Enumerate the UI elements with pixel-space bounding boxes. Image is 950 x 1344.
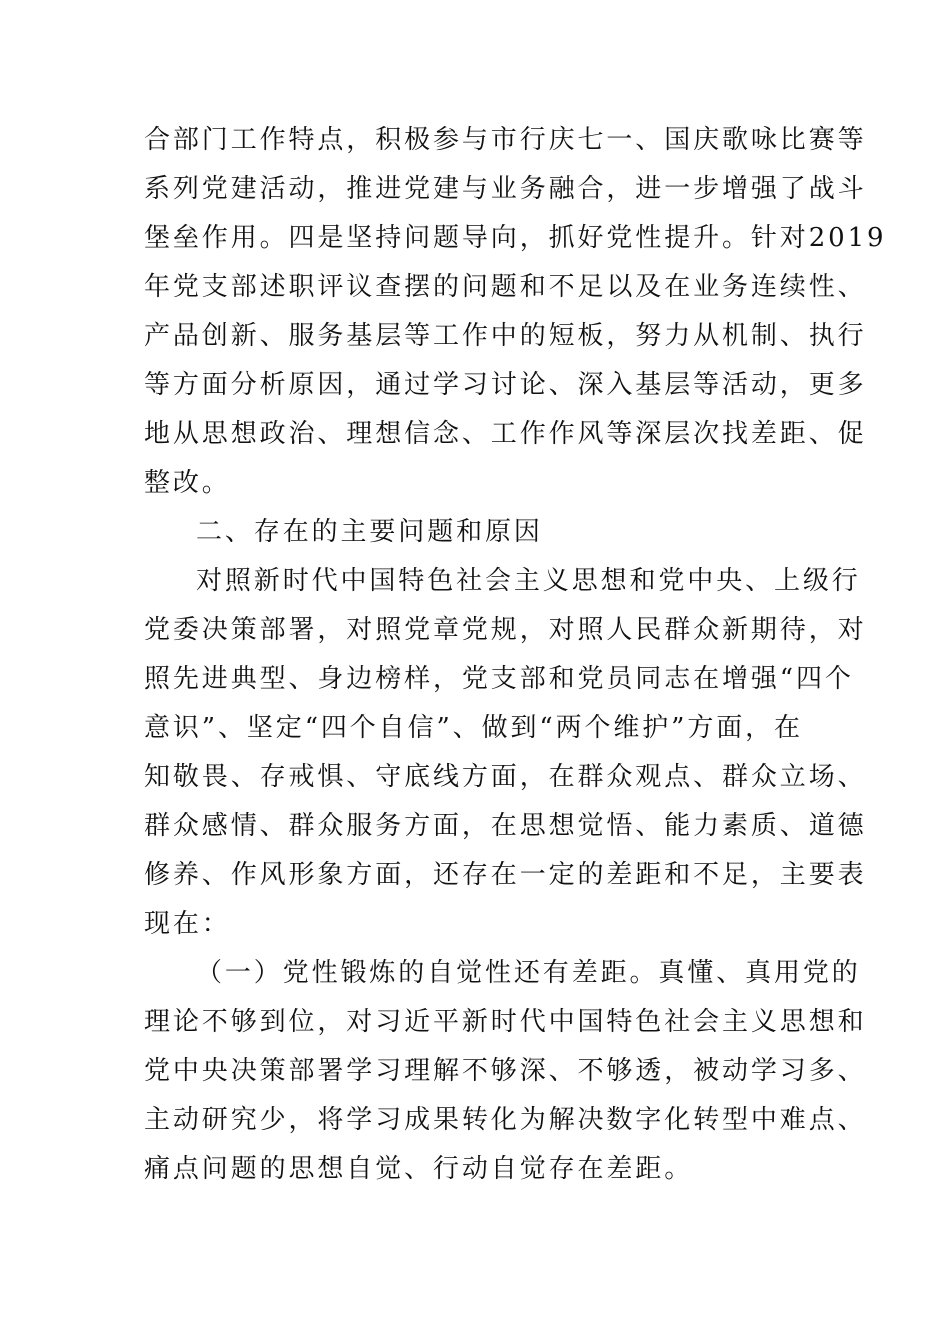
paragraph-line: 整改。 [144, 468, 231, 498]
paragraph-line: 修养、作风形象方面，还存在一定的差距和不足，主要表 [144, 860, 867, 890]
paragraph-line: 知敬畏、存戒惧、守底线方面，在群众观点、群众立场、 [144, 762, 867, 792]
paragraph-line: 意识”、坚定“四个自信”、做到“两个维护”方面，在 [144, 713, 803, 743]
paragraph-line: 党委决策部署，对照党章党规，对照人民群众新期待，对 [144, 615, 867, 645]
paragraph-line: 年党支部述职评议查摆的问题和不足以及在业务连续性、 [144, 272, 867, 302]
paragraph-line: 产品创新、服务基层等工作中的短板，努力从机制、执行 [144, 321, 867, 351]
paragraph-line: 党中央决策部署学习理解不够深、不够透，被动学习多、 [144, 1056, 867, 1086]
subsection-heading-line: （一）党性锻炼的自觉性还有差距。真懂、真用党的 [196, 958, 861, 988]
paragraph-line: 堡垒作用。四是坚持问题导向，抓好党性提升。针对2019 [144, 223, 887, 253]
paragraph-line: 痛点问题的思想自觉、行动自觉存在差距。 [144, 1154, 694, 1184]
section-heading: 二、存在的主要问题和原因 [196, 517, 543, 547]
paragraph-line: 主动研究少，将学习成果转化为解决数字化转型中难点、 [144, 1105, 867, 1135]
paragraph-line: 现在： [144, 909, 231, 939]
paragraph-line: 群众感情、群众服务方面，在思想觉悟、能力素质、道德 [144, 811, 867, 841]
paragraph-line: 合部门工作特点，积极参与市行庆七一、国庆歌咏比赛等 [144, 125, 867, 155]
paragraph-line: 地从思想政治、理想信念、工作作风等深层次找差距、促 [144, 419, 867, 449]
paragraph-line: 理论不够到位，对习近平新时代中国特色社会主义思想和 [144, 1007, 867, 1037]
paragraph-line: 系列党建活动，推进党建与业务融合，进一步增强了战斗 [144, 174, 867, 204]
paragraph-line: 等方面分析原因，通过学习讨论、深入基层等活动，更多 [144, 370, 867, 400]
paragraph-line: 照先进典型、身边榜样，党支部和党员同志在增强“四个 [144, 664, 854, 694]
paragraph-line: 对照新时代中国特色社会主义思想和党中央、上级行 [196, 566, 861, 596]
